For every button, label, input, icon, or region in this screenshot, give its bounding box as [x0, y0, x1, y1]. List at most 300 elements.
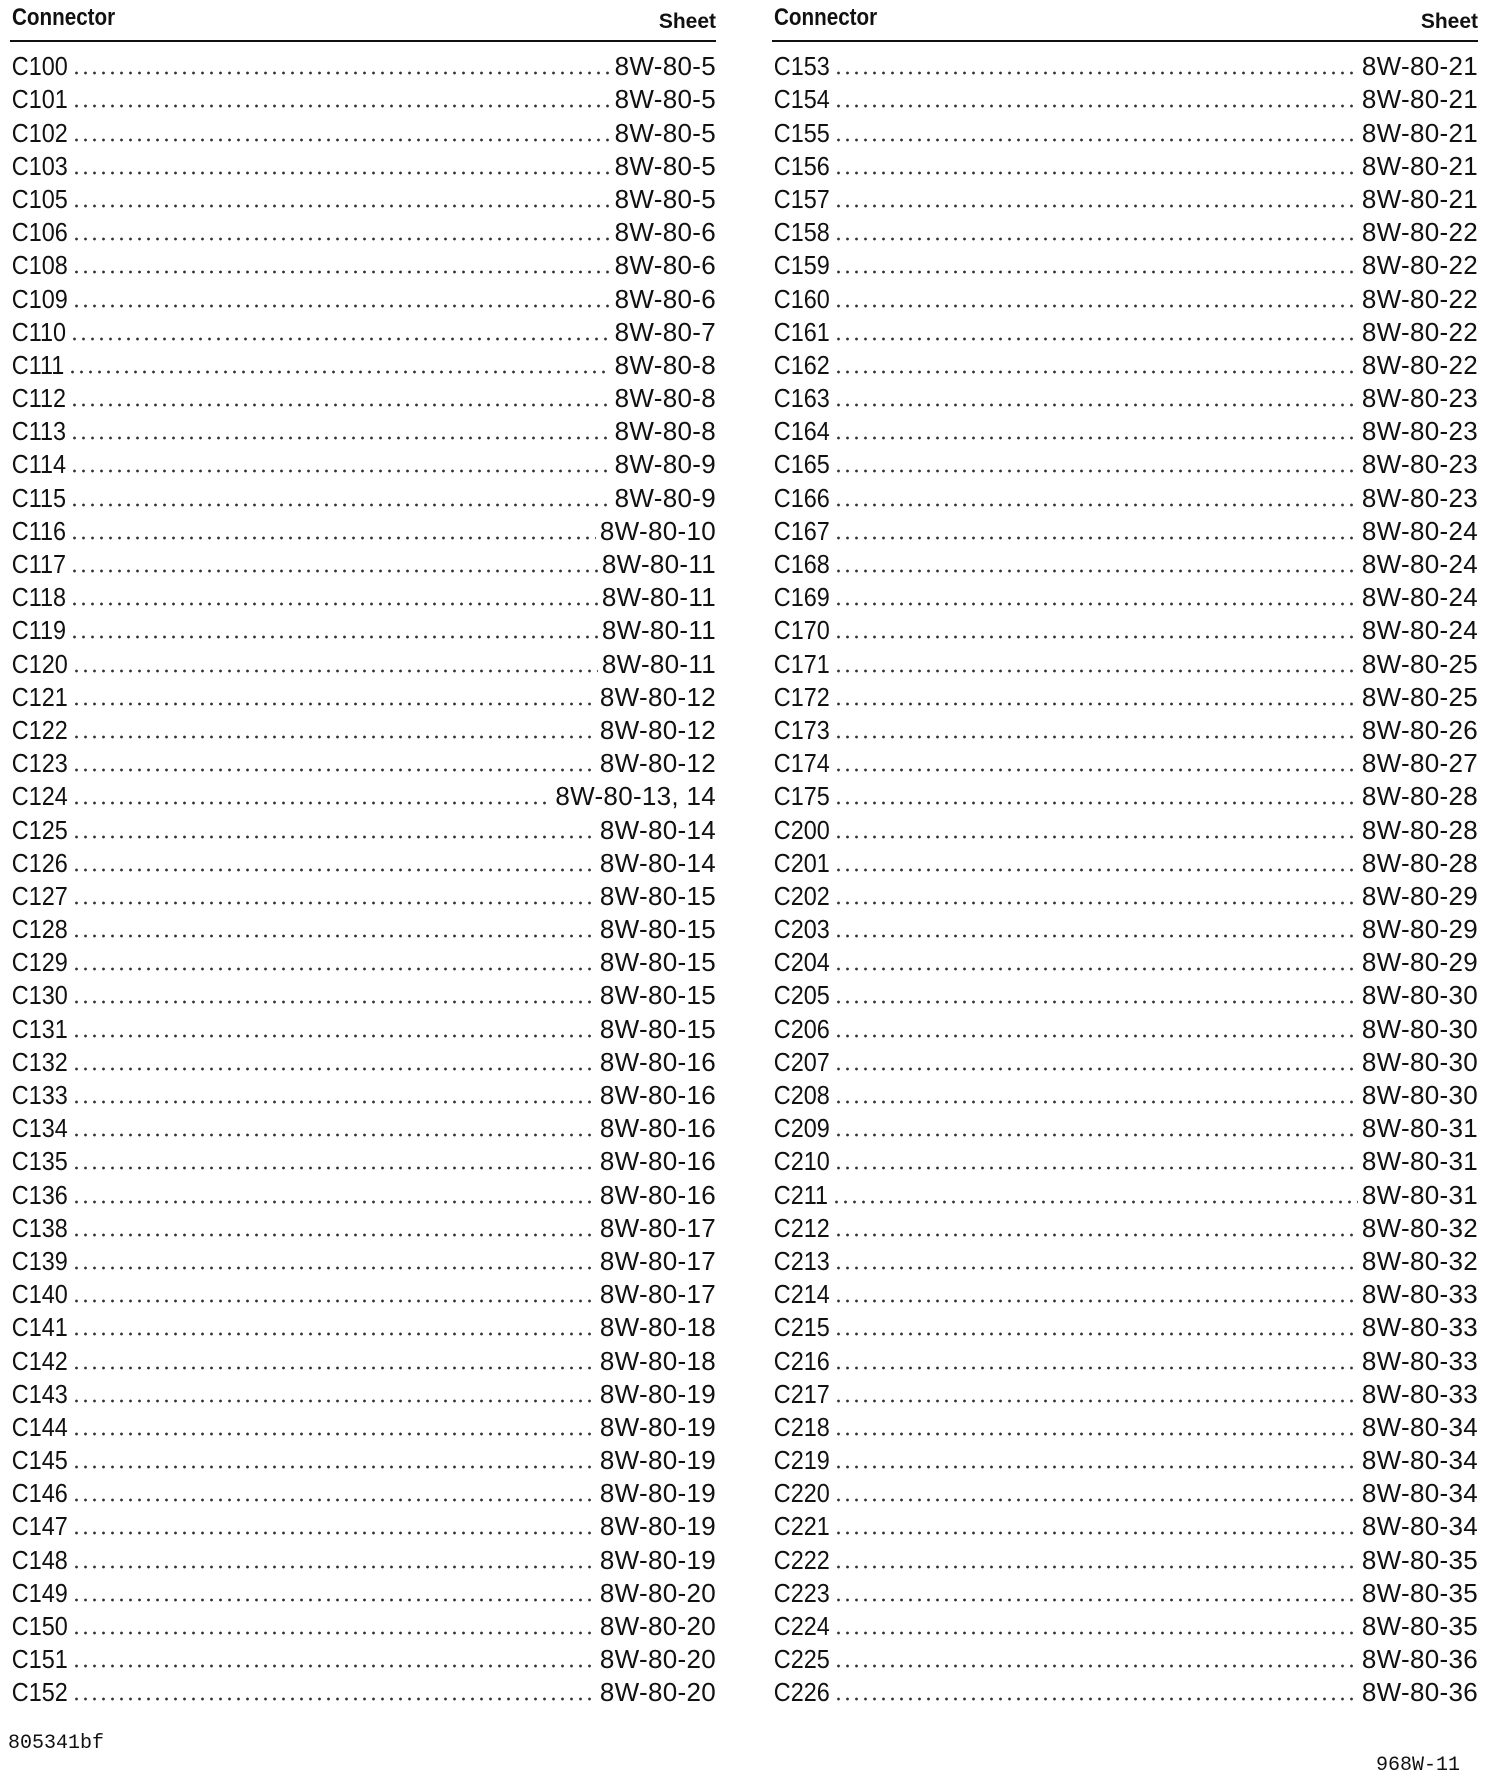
list-item — [10, 1176, 716, 1209]
list-item — [10, 280, 716, 313]
list-item — [772, 1508, 1478, 1541]
connector-id: C120 — [11, 648, 68, 679]
list-item — [10, 1475, 716, 1508]
sheet-reference: 8W-80-31 — [1361, 1113, 1478, 1144]
sheet-reference: 8W-80-25 — [1361, 648, 1478, 679]
connector-id: C152 — [11, 1677, 68, 1708]
sheet-reference: 8W-80-10 — [599, 515, 716, 546]
list-item — [772, 612, 1478, 645]
connector-id: C114 — [11, 449, 67, 480]
list-item — [10, 845, 716, 878]
dot-leader — [72, 1465, 596, 1469]
list-item — [772, 1309, 1478, 1342]
dot-leader — [834, 768, 1358, 772]
list-item — [772, 247, 1478, 280]
sheet-reference: 8W-80-34 — [1361, 1411, 1478, 1442]
list-item — [10, 48, 716, 81]
list-item — [772, 1342, 1478, 1375]
list-item — [772, 911, 1478, 944]
list-item — [10, 1442, 716, 1475]
list-item — [772, 1210, 1478, 1243]
dot-leader — [834, 337, 1358, 341]
sheet-reference: 8W-80-5 — [614, 117, 716, 148]
list-item — [772, 148, 1478, 181]
sheet-reference: 8W-80-5 — [614, 51, 716, 82]
connector-id: C132 — [11, 1046, 68, 1077]
list-item — [10, 745, 716, 778]
list-item — [772, 546, 1478, 579]
dot-leader — [72, 1000, 596, 1004]
sheet-reference: 8W-80-21 — [1361, 150, 1478, 181]
dot-leader — [70, 436, 610, 440]
connector-id: C205 — [773, 980, 830, 1011]
dot-leader — [834, 669, 1358, 673]
dot-leader — [70, 602, 598, 606]
list-item — [772, 380, 1478, 413]
list-item — [772, 181, 1478, 214]
sheet-reference: 8W-80-5 — [614, 84, 716, 115]
connector-id: C225 — [773, 1644, 830, 1675]
list-item — [772, 1575, 1478, 1608]
dot-leader — [72, 270, 611, 274]
connector-id: C173 — [773, 714, 830, 745]
sheet-reference: 8W-80-35 — [1361, 1577, 1478, 1608]
connector-id: C215 — [773, 1312, 830, 1343]
sheet-reference: 8W-80-8 — [614, 383, 716, 414]
dot-leader — [834, 104, 1358, 108]
connector-id: C125 — [11, 814, 68, 845]
sheet-reference: 8W-80-13, 14 — [555, 781, 716, 812]
dot-leader — [72, 1166, 596, 1170]
dot-leader — [834, 934, 1358, 938]
list-item — [10, 1608, 716, 1641]
list-item — [10, 679, 716, 712]
list-item — [772, 944, 1478, 977]
list-item — [772, 1243, 1478, 1276]
sheet-reference: 8W-80-15 — [599, 1013, 716, 1044]
connector-id: C106 — [11, 217, 68, 248]
connector-id: C122 — [11, 714, 68, 745]
sheet-reference: 8W-80-28 — [1361, 847, 1478, 878]
dot-leader — [72, 934, 596, 938]
connector-column-heading: Connector — [774, 4, 878, 31]
connector-list-right — [772, 48, 1478, 1707]
list-item — [10, 1674, 716, 1707]
connector-id: C217 — [773, 1378, 830, 1409]
sheet-reference: 8W-80-20 — [599, 1644, 716, 1675]
connector-id: C164 — [773, 416, 830, 447]
connector-id: C210 — [773, 1146, 830, 1177]
dot-leader — [72, 1631, 596, 1635]
dot-leader — [834, 1366, 1358, 1370]
sheet-reference: 8W-80-16 — [599, 1080, 716, 1110]
connector-id: C151 — [11, 1644, 68, 1675]
list-item — [772, 1077, 1478, 1110]
sheet-reference: 8W-80-30 — [1361, 1013, 1478, 1044]
list-item — [772, 1276, 1478, 1309]
dot-leader — [834, 868, 1358, 872]
dot-leader — [72, 1067, 596, 1071]
list-item — [772, 1608, 1478, 1641]
connector-id: C123 — [11, 748, 68, 779]
connector-table-right — [772, 0, 1478, 1707]
dot-leader — [72, 768, 596, 772]
dot-leader — [72, 1664, 596, 1668]
dot-leader — [70, 569, 598, 573]
dot-leader — [70, 469, 610, 473]
sheet-reference: 8W-80-17 — [599, 1279, 716, 1310]
sheet-reference: 8W-80-26 — [1361, 714, 1478, 745]
list-item — [10, 114, 716, 147]
connector-id: C149 — [11, 1577, 68, 1608]
connector-id: C130 — [11, 980, 68, 1011]
connector-id: C160 — [773, 283, 830, 314]
list-item — [10, 645, 716, 678]
connector-id: C167 — [773, 515, 830, 546]
connector-id: C135 — [11, 1146, 68, 1177]
dot-leader — [832, 1200, 1358, 1204]
connector-id: C204 — [773, 947, 830, 978]
dot-leader — [834, 1166, 1358, 1170]
sheet-reference: 8W-80-16 — [599, 1113, 716, 1144]
connector-id: C113 — [11, 416, 67, 447]
dot-leader — [834, 801, 1358, 805]
sheet-reference: 8W-80-5 — [614, 150, 716, 181]
connector-id: C220 — [773, 1478, 830, 1509]
dot-leader — [834, 702, 1358, 706]
connector-id: C108 — [11, 250, 68, 281]
list-item — [772, 845, 1478, 878]
dot-leader — [72, 835, 596, 839]
sheet-reference: 8W-80-36 — [1361, 1677, 1478, 1708]
list-item — [772, 446, 1478, 479]
list-item — [772, 1641, 1478, 1674]
sheet-reference: 8W-80-22 — [1361, 349, 1478, 380]
dot-leader — [834, 171, 1358, 175]
sheet-reference: 8W-80-17 — [599, 1212, 716, 1243]
list-item — [10, 181, 716, 214]
sheet-reference: 8W-80-29 — [1361, 880, 1478, 911]
dot-leader — [72, 1266, 596, 1270]
sheet-reference: 8W-80-22 — [1361, 316, 1478, 347]
dot-leader — [834, 270, 1358, 274]
dot-leader — [72, 1332, 596, 1336]
dot-leader — [72, 1299, 596, 1303]
connector-id: C162 — [773, 349, 830, 380]
connector-id: C174 — [773, 748, 830, 779]
connector-id: C154 — [773, 84, 830, 115]
connector-id: C226 — [773, 1677, 830, 1708]
connector-id: C109 — [11, 283, 68, 314]
sheet-reference: 8W-80-12 — [599, 714, 716, 745]
connector-id: C156 — [773, 150, 830, 181]
dot-leader — [834, 436, 1358, 440]
sheet-reference: 8W-80-17 — [599, 1245, 716, 1276]
sheet-reference: 8W-80-14 — [599, 814, 716, 845]
list-item — [10, 546, 716, 579]
sheet-reference: 8W-80-29 — [1361, 947, 1478, 978]
sheet-reference: 8W-80-25 — [1361, 681, 1478, 712]
connector-list-left — [10, 48, 716, 1707]
dot-leader — [72, 104, 611, 108]
sheet-reference: 8W-80-16 — [599, 1046, 716, 1077]
dot-leader — [834, 469, 1358, 473]
list-item — [772, 977, 1478, 1010]
sheet-reference: 8W-80-35 — [1361, 1611, 1478, 1641]
sheet-reference: 8W-80-20 — [599, 1611, 716, 1641]
list-item — [772, 579, 1478, 612]
sheet-reference: 8W-80-15 — [599, 880, 716, 911]
list-item — [772, 1143, 1478, 1176]
dot-leader — [70, 635, 598, 639]
connector-id: C170 — [773, 615, 830, 646]
connector-id: C223 — [773, 1577, 830, 1608]
connector-id: C211 — [773, 1179, 829, 1210]
connector-id: C201 — [773, 847, 830, 878]
sheet-reference: 8W-80-21 — [1361, 183, 1478, 214]
connector-id: C133 — [11, 1080, 68, 1110]
sheet-reference: 8W-80-16 — [599, 1146, 716, 1177]
connector-id: C203 — [773, 914, 830, 945]
sheet-reference: 8W-80-6 — [614, 217, 716, 248]
sheet-reference: 8W-80-12 — [599, 681, 716, 712]
connector-id: C143 — [11, 1378, 68, 1409]
sheet-reference: 8W-80-19 — [599, 1411, 716, 1442]
dot-leader — [72, 1034, 596, 1038]
sheet-column-heading: Sheet — [1420, 10, 1478, 33]
sheet-reference: 8W-80-19 — [599, 1445, 716, 1476]
list-item — [10, 1110, 716, 1143]
dot-leader — [72, 1598, 596, 1602]
connector-id: C218 — [773, 1411, 830, 1442]
list-item — [772, 1442, 1478, 1475]
sheet-reference: 8W-80-7 — [614, 316, 716, 347]
dot-leader — [834, 735, 1358, 739]
sheet-reference: 8W-80-31 — [1361, 1146, 1478, 1177]
list-item — [772, 48, 1478, 81]
connector-id: C208 — [773, 1080, 830, 1110]
list-item — [10, 1575, 716, 1608]
list-item — [10, 911, 716, 944]
dot-leader — [72, 735, 596, 739]
list-item — [10, 1143, 716, 1176]
list-item — [10, 214, 716, 247]
sheet-reference: 8W-80-35 — [1361, 1544, 1478, 1575]
dot-leader — [834, 1664, 1358, 1668]
list-item — [10, 314, 716, 347]
list-item — [772, 513, 1478, 546]
dot-leader — [834, 1631, 1358, 1635]
dot-leader — [834, 1531, 1358, 1535]
sheet-reference: 8W-80-23 — [1361, 416, 1478, 447]
sheet-reference: 8W-80-8 — [614, 416, 716, 447]
connector-id: C153 — [773, 51, 830, 82]
dot-leader — [834, 1498, 1358, 1502]
connector-id: C117 — [11, 549, 67, 579]
sheet-reference: 8W-80-21 — [1361, 51, 1478, 82]
dot-leader — [72, 1697, 596, 1701]
list-item — [10, 247, 716, 280]
connector-id: C212 — [773, 1212, 830, 1243]
list-item — [10, 347, 716, 380]
dot-leader — [70, 536, 596, 540]
sheet-reference: 8W-80-29 — [1361, 914, 1478, 945]
connector-id: C129 — [11, 947, 68, 978]
list-item — [772, 778, 1478, 811]
connector-id: C200 — [773, 814, 830, 845]
dot-leader — [72, 304, 611, 308]
list-item — [10, 148, 716, 181]
list-item — [10, 1342, 716, 1375]
connector-id: C175 — [773, 781, 830, 812]
sheet-reference: 8W-80-33 — [1361, 1345, 1478, 1376]
list-item — [10, 977, 716, 1010]
dot-leader — [834, 1233, 1358, 1237]
sheet-reference: 8W-80-30 — [1361, 1046, 1478, 1077]
list-item — [772, 1541, 1478, 1574]
connector-id: C126 — [11, 847, 68, 878]
list-item — [10, 81, 716, 114]
connector-id: C127 — [11, 880, 68, 911]
sheet-reference: 8W-80-20 — [599, 1677, 716, 1708]
dot-leader — [834, 901, 1358, 905]
dot-leader — [70, 503, 610, 507]
list-item — [10, 712, 716, 745]
footer-image-code: 805341bf — [8, 1732, 105, 1755]
dot-leader — [70, 403, 610, 407]
list-item — [10, 1243, 716, 1276]
connector-id: C169 — [773, 582, 830, 613]
connector-column-heading: Connector — [12, 4, 116, 31]
list-item — [772, 1110, 1478, 1143]
list-item — [772, 81, 1478, 114]
list-item — [772, 645, 1478, 678]
dot-leader — [834, 1465, 1358, 1469]
connector-id: C145 — [11, 1445, 68, 1476]
sheet-reference: 8W-80-19 — [599, 1378, 716, 1409]
dot-leader — [72, 1133, 596, 1137]
dot-leader — [834, 138, 1358, 142]
connector-id: C119 — [11, 615, 67, 646]
dot-leader — [834, 569, 1358, 573]
dot-leader — [834, 1332, 1358, 1336]
sheet-reference: 8W-80-11 — [601, 582, 716, 613]
connector-id: C172 — [773, 681, 830, 712]
list-item — [10, 413, 716, 446]
dot-leader — [72, 1100, 596, 1104]
connector-id: C116 — [11, 515, 67, 546]
list-item — [10, 1210, 716, 1243]
connector-id: C110 — [11, 316, 67, 347]
sheet-reference: 8W-80-22 — [1361, 250, 1478, 281]
dot-leader — [834, 835, 1358, 839]
dot-leader — [72, 1565, 596, 1569]
dot-leader — [72, 1432, 596, 1436]
connector-id: C161 — [773, 316, 830, 347]
dot-leader — [72, 1498, 596, 1502]
sheet-reference: 8W-80-20 — [599, 1577, 716, 1608]
dot-leader — [834, 503, 1358, 507]
dot-leader — [70, 337, 610, 341]
dot-leader — [834, 1565, 1358, 1569]
list-item — [10, 1376, 716, 1409]
sheet-reference: 8W-80-21 — [1361, 117, 1478, 148]
sheet-reference: 8W-80-30 — [1361, 980, 1478, 1011]
sheet-reference: 8W-80-14 — [599, 847, 716, 878]
footer-page-number: 968W-11 — [1375, 1754, 1460, 1777]
connector-id: C144 — [11, 1411, 68, 1442]
connector-id: C222 — [773, 1544, 830, 1575]
list-item — [10, 479, 716, 512]
list-item — [772, 1674, 1478, 1707]
dot-leader — [72, 669, 598, 673]
connector-id: C168 — [773, 549, 830, 579]
list-item — [10, 1276, 716, 1309]
sheet-reference: 8W-80-32 — [1361, 1212, 1478, 1243]
connector-id: C209 — [773, 1113, 830, 1144]
dot-leader — [68, 370, 610, 374]
connector-id: C103 — [11, 150, 68, 181]
sheet-reference: 8W-80-24 — [1361, 615, 1478, 646]
sheet-reference: 8W-80-11 — [601, 549, 716, 579]
connector-id: C101 — [11, 84, 68, 115]
sheet-reference: 8W-80-21 — [1361, 84, 1478, 115]
list-item — [772, 878, 1478, 911]
connector-id: C115 — [11, 482, 67, 513]
dot-leader — [72, 801, 551, 805]
list-item — [772, 280, 1478, 313]
connector-id: C105 — [11, 183, 68, 214]
connector-id: C216 — [773, 1345, 830, 1376]
sheet-reference: 8W-80-16 — [599, 1179, 716, 1210]
connector-id: C148 — [11, 1544, 68, 1575]
connector-id: C221 — [773, 1511, 830, 1542]
list-item — [10, 1044, 716, 1077]
dot-leader — [72, 1233, 596, 1237]
sheet-reference: 8W-80-22 — [1361, 217, 1478, 248]
list-item — [10, 380, 716, 413]
dot-leader — [834, 403, 1358, 407]
sheet-reference: 8W-80-19 — [599, 1478, 716, 1509]
sheet-reference: 8W-80-23 — [1361, 482, 1478, 513]
list-item — [772, 712, 1478, 745]
connector-id: C111 — [11, 349, 65, 380]
sheet-reference: 8W-80-27 — [1361, 748, 1478, 779]
dot-leader — [834, 602, 1358, 606]
connector-id: C206 — [773, 1013, 830, 1044]
list-item — [772, 1010, 1478, 1043]
sheet-reference: 8W-80-19 — [599, 1511, 716, 1542]
dot-leader — [834, 237, 1358, 241]
list-item — [772, 1409, 1478, 1442]
dot-leader — [834, 1000, 1358, 1004]
list-item — [772, 1376, 1478, 1409]
connector-id: C102 — [11, 117, 68, 148]
dot-leader — [834, 1697, 1358, 1701]
dot-leader — [72, 204, 611, 208]
connector-id: C150 — [11, 1611, 68, 1641]
connector-id: C136 — [11, 1179, 68, 1210]
connector-id: C112 — [11, 383, 67, 414]
list-item — [772, 413, 1478, 446]
sheet-reference: 8W-80-22 — [1361, 283, 1478, 314]
list-item — [10, 1077, 716, 1110]
connector-id: C213 — [773, 1245, 830, 1276]
sheet-reference: 8W-80-9 — [614, 482, 716, 513]
sheet-reference: 8W-80-9 — [614, 449, 716, 480]
list-item — [10, 811, 716, 844]
list-item — [772, 347, 1478, 380]
